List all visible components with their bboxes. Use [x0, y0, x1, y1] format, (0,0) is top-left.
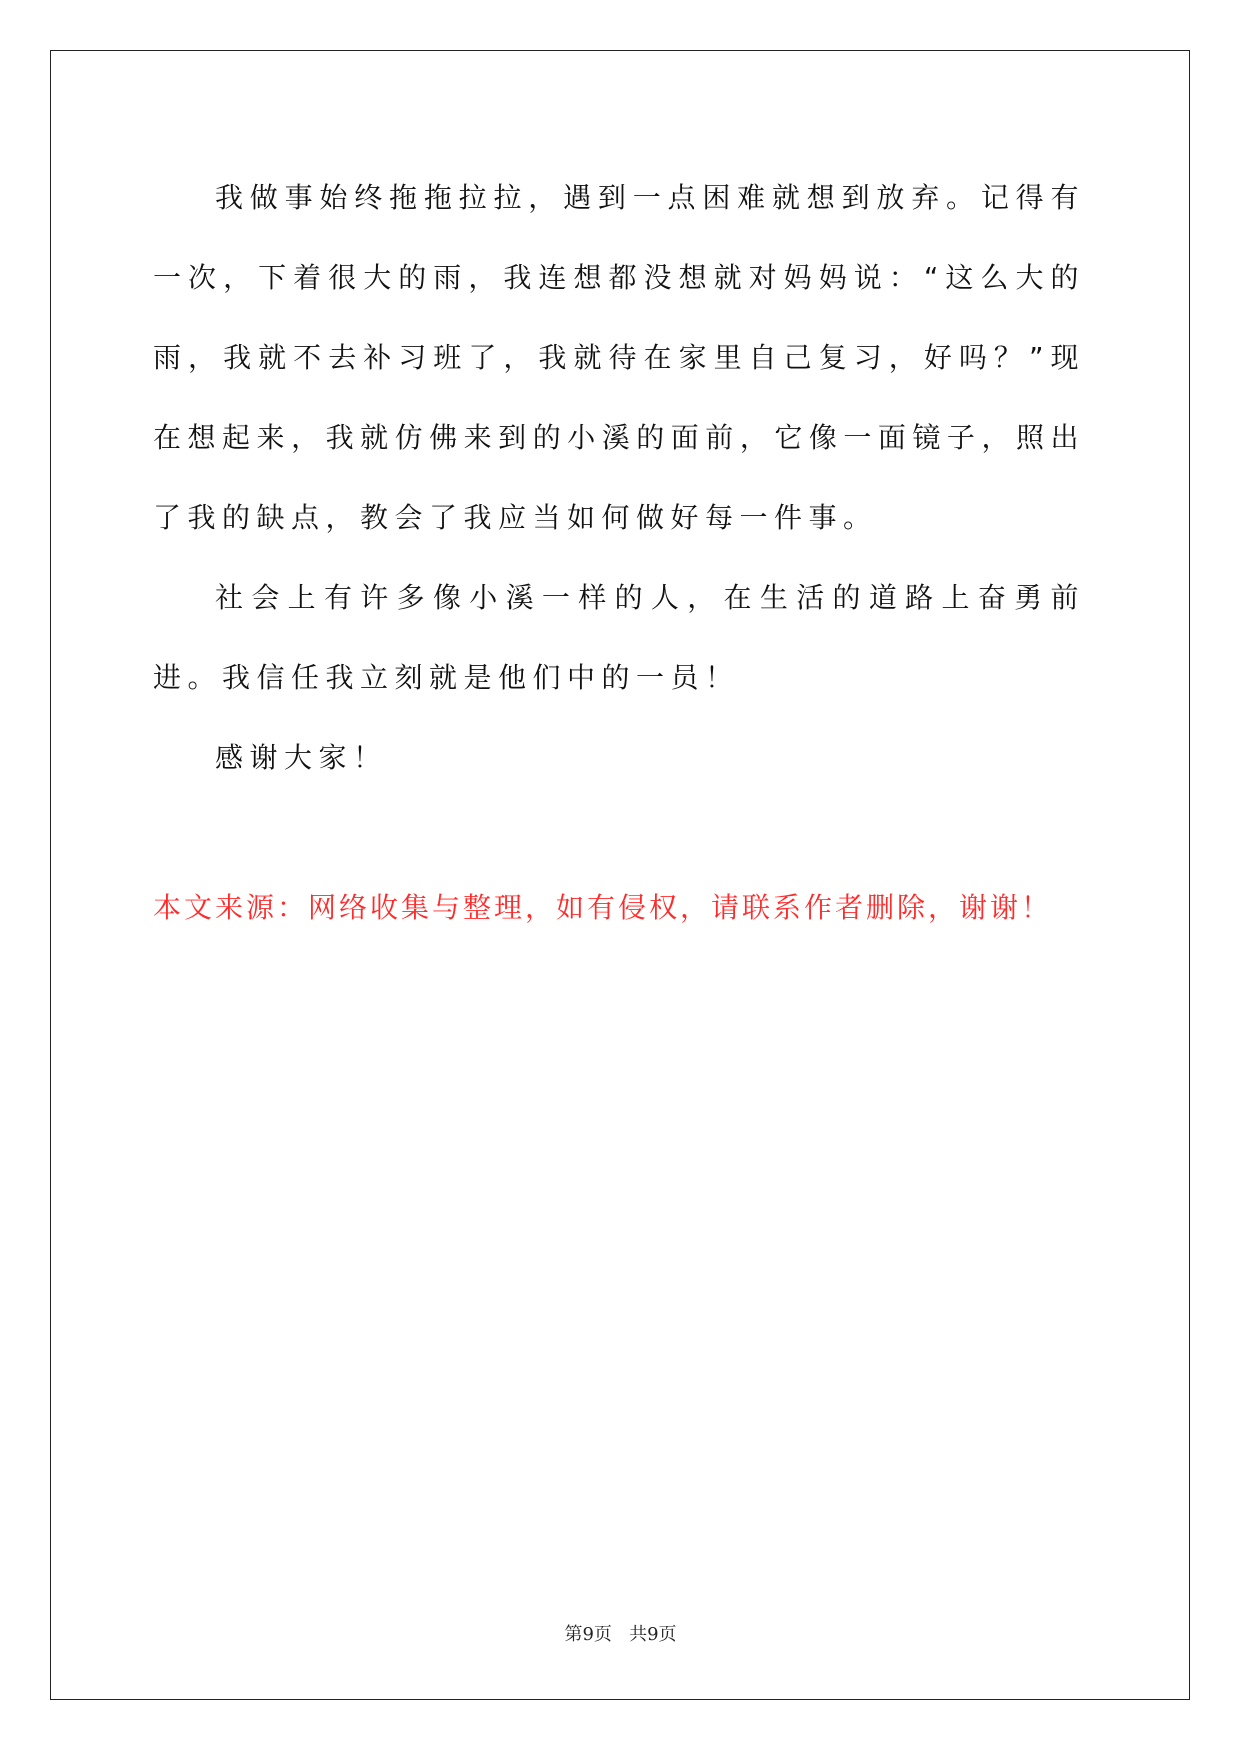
paragraph-2: 社会上有许多像小溪一样的人，在生活的道路上奋勇前进。我信任我立刻就是他们中的一员！ — [153, 581, 1085, 694]
paragraph-1: 我做事始终拖拖拉拉，遇到一点困难就想到放弃。记得有一次，下着很大的雨，我连想都没想就对妈妈说：“这么大的雨，我就不去补习班了，我就待在家里自己复习，好吗？”现在想起来，我就仿佛来到的小溪的面前，它像一面镜子，照出了我的缺点，教会了我应当如何做好每一件事。 — [153, 181, 1085, 534]
document-body — [153, 158, 1085, 798]
page-footer: 第9页 共9页 — [564, 1624, 677, 1645]
paragraph-3: 感谢大家！ — [215, 741, 388, 774]
source-notice: 本文来源：网络收集与整理，如有侵权，请联系作者删除，谢谢！ — [153, 891, 1053, 924]
